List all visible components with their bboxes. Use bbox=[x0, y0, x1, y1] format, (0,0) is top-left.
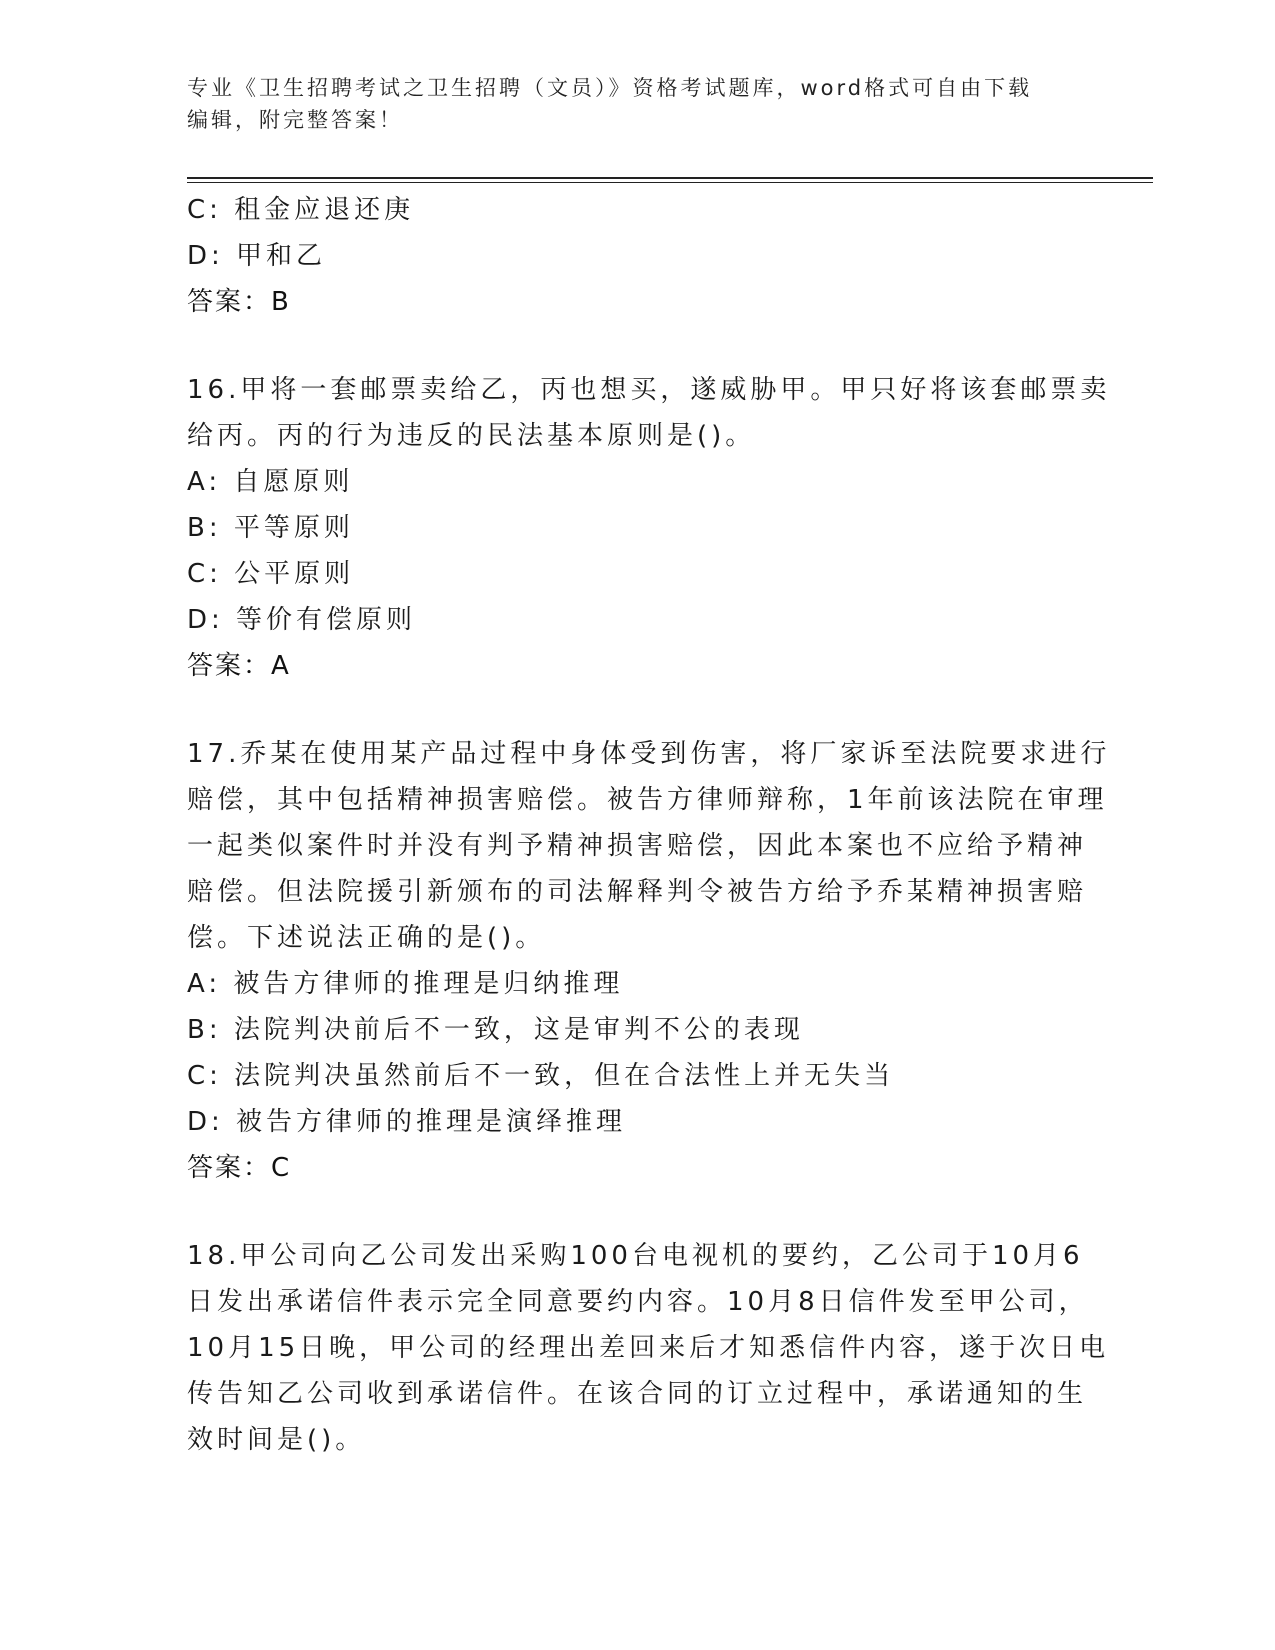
question-line: 18.甲公司向乙公司发出采购100台电视机的要约，乙公司于10月6 bbox=[187, 1241, 1084, 1271]
question-line: 日发出承诺信件表示完全同意要约内容。10月8日信件发至甲公司， bbox=[187, 1287, 1089, 1317]
question-line: 赔偿。但法院援引新颁布的司法解释判令被告方给予乔某精神损害赔 bbox=[187, 877, 1088, 907]
question-18 bbox=[187, 1233, 1110, 1463]
option-c: C: 公平原则 bbox=[187, 559, 355, 589]
answer-label: 答案：A bbox=[187, 651, 291, 681]
question-line: 给丙。丙的行为违反的民法基本原则是()。 bbox=[187, 421, 756, 451]
question-15 bbox=[187, 187, 1087, 325]
question-line: 一起类似案件时并没有判予精神损害赔偿，因此本案也不应给予精神 bbox=[187, 831, 1088, 861]
question-line: 17.乔某在使用某产品过程中身体受到伤害，将厂家诉至法院要求进行 bbox=[187, 739, 1111, 769]
question-text bbox=[187, 367, 1111, 459]
option-d: D: 甲和乙 bbox=[187, 241, 327, 271]
question-line: 偿。下述说法正确的是()。 bbox=[187, 923, 546, 953]
answer-label: 答案：B bbox=[187, 287, 291, 317]
option-c: C: 租金应退还庚 bbox=[187, 195, 415, 225]
option-a: A: 自愿原则 bbox=[187, 467, 354, 497]
question-line: 赔偿，其中包括精神损害赔偿。被告方律师辩称，1年前该法院在审理 bbox=[187, 785, 1108, 815]
header-divider-thin bbox=[187, 182, 1153, 183]
header-divider-thick bbox=[187, 177, 1153, 179]
question-text bbox=[187, 731, 1111, 961]
answer-label: 答案：C bbox=[187, 1153, 292, 1183]
header-line-2: 编辑，附完整答案！ bbox=[187, 108, 403, 132]
option-d: D: 被告方律师的推理是演绎推理 bbox=[187, 1107, 627, 1137]
option-c: C: 法院判决虽然前后不一致，但在合法性上并无失当 bbox=[187, 1061, 895, 1091]
question-line: 16.甲将一套邮票卖给乙，丙也想买，遂威胁甲。甲只好将该套邮票卖 bbox=[187, 375, 1111, 405]
question-line: 10月15日晚，甲公司的经理出差回来后才知悉信件内容，遂于次日电 bbox=[187, 1333, 1110, 1363]
question-16 bbox=[187, 367, 1111, 689]
question-17 bbox=[187, 731, 1111, 1191]
option-d: D: 等价有偿原则 bbox=[187, 605, 417, 635]
page-header bbox=[187, 72, 1087, 136]
question-line: 传告知乙公司收到承诺信件。在该合同的订立过程中，承诺通知的生 bbox=[187, 1379, 1088, 1409]
question-content bbox=[187, 187, 1111, 1463]
header-line-1: 专业《卫生招聘考试之卫生招聘（文员）》资格考试题库，word格式可自由下载 bbox=[187, 76, 1033, 100]
option-b: B: 平等原则 bbox=[187, 513, 354, 543]
option-b: B: 法院判决前后不一致，这是审判不公的表现 bbox=[187, 1015, 804, 1045]
question-text bbox=[187, 1233, 1110, 1463]
option-a: A: 被告方律师的推理是归纳推理 bbox=[187, 969, 624, 999]
question-line: 效时间是()。 bbox=[187, 1425, 366, 1455]
